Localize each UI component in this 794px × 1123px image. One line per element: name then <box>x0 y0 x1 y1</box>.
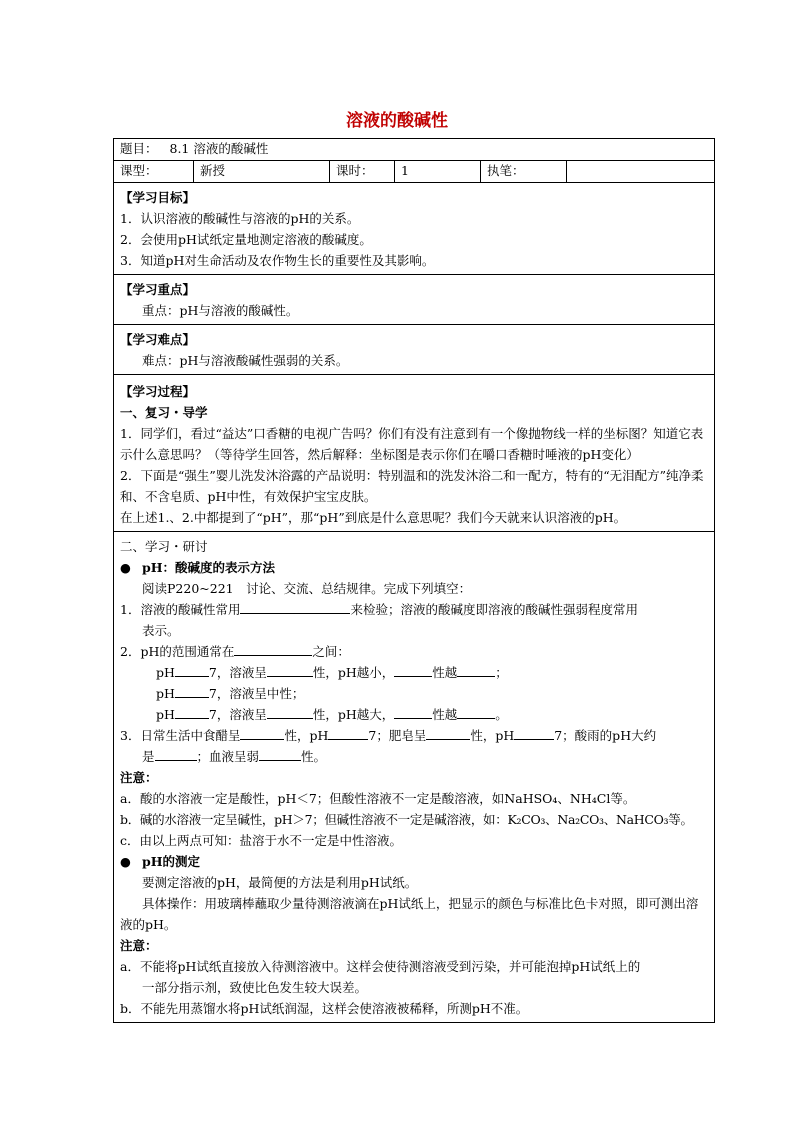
study-section <box>114 532 714 1022</box>
answer-blank[interactable] <box>394 662 432 677</box>
answer-blank[interactable] <box>457 662 495 677</box>
ph-basic-line: pH 7，溶液呈 性，pH越大， 性越 。 <box>120 704 708 725</box>
process-heading: 【学习过程】 <box>120 384 196 399</box>
review-paragraph: 2．下面是“强生”婴儿洗发沐浴露的产品说明：特别温和的洗发沐浴二和一配方，特有的“无泪配方”纯净柔和、不含皂质、pH中性，有效保护宝宝皮肤。 <box>120 468 704 504</box>
note-2a: a．不能将pH试纸直接放入待测溶液中。这样会使待测溶液受到污染，并可能泡掉pH试纸上的 <box>120 959 641 974</box>
note-2b: b．不能先用蒸馏水将pH试纸润湿，这样会使溶液被稀释，所测pH不准。 <box>120 1001 529 1016</box>
key-heading: 【学习重点】 <box>120 282 196 297</box>
topic-row <box>114 139 714 161</box>
document-title: 溶液的酸碱性 <box>346 111 448 131</box>
ph-definition-title: pH：酸碱度的表示方法 <box>142 560 276 575</box>
question-2: 2．pH的范围通常在 之间： <box>120 641 708 662</box>
answer-blank[interactable] <box>175 704 209 719</box>
note-b: b．碱的水溶液一定呈碱性，pH＞7；但碱性溶液不一定是碱溶液，如：K₂CO₃、Na₂CO₃、NaHCO₃等。 <box>120 812 693 827</box>
answer-blank[interactable] <box>175 662 209 677</box>
answer-blank[interactable] <box>426 725 470 740</box>
review-paragraph: 在上述1.、2.中都提到了“pH”，那“pH”到底是什么意思呢？我们今天就来认识溶液的pH。 <box>120 510 627 525</box>
question-1: 1．溶液的酸碱性常用 来检验；溶液的酸碱度即溶液的酸碱性强弱程度常用 <box>120 599 708 620</box>
answer-blank[interactable] <box>259 746 301 761</box>
type-value: 新授 <box>194 161 330 182</box>
study-heading: 二、学习・研讨 <box>120 539 208 554</box>
note-c: c．由以上两点可知：盐溶于水不一定是中性溶液。 <box>120 833 403 848</box>
answer-blank[interactable] <box>234 641 312 656</box>
answer-blank[interactable] <box>175 683 209 698</box>
topic-label: 题目： <box>120 141 158 156</box>
goal-item: 1．认识溶液的酸碱性与溶液的pH的关系。 <box>120 211 360 226</box>
type-label: 课型： <box>114 161 194 182</box>
question-3: 3．日常生活中食醋呈 性，pH 7；肥皂呈 性，pH 7；酸雨的pH大约 <box>120 725 708 746</box>
answer-blank[interactable] <box>514 725 554 740</box>
review-heading: 一、复习・导学 <box>120 405 208 420</box>
note-heading-2: 注意： <box>120 938 158 953</box>
bullet-icon: ● <box>120 854 131 869</box>
difficult-section <box>114 325 714 375</box>
answer-blank[interactable] <box>267 662 313 677</box>
question-3-tail: 是 ；血液呈弱 性。 <box>120 746 708 767</box>
goal-item: 2．会使用pH试纸定量地测定溶液的酸碱度。 <box>120 232 372 247</box>
key-section <box>114 275 714 325</box>
difficult-heading: 【学习难点】 <box>120 332 196 347</box>
hours-value: 1 <box>395 161 481 182</box>
note-a: a．酸的水溶液一定是酸性，pH＜7；但酸性溶液不一定是酸溶液，如NaHSO₄、NH₄Cl等。 <box>120 791 636 806</box>
author-label: 执笔： <box>481 161 567 182</box>
note-2a-cont: 一部分指示剂，致使比色发生较大误差。 <box>142 980 368 995</box>
goals-section <box>114 183 714 275</box>
topic-value: 8.1 溶液的酸碱性 <box>169 141 269 156</box>
note-heading: 注意： <box>120 770 158 785</box>
question-1-tail: 表示。 <box>142 623 180 638</box>
author-value <box>567 161 714 182</box>
process-section <box>114 375 714 532</box>
measure-procedure: 具体操作：用玻璃棒蘸取少量待测溶液滴在pH试纸上，把显示的颜色与标准比色卡对照，即可测出溶液的pH。 <box>120 896 699 932</box>
difficult-text: 难点：pH与溶液酸碱性强弱的关系。 <box>142 353 349 368</box>
answer-blank[interactable] <box>328 725 368 740</box>
ph-acidic-line: pH 7，溶液呈 性，pH越小， 性越 ； <box>120 662 708 683</box>
answer-blank[interactable] <box>240 599 350 614</box>
hours-label: 课时： <box>330 161 395 182</box>
ph-measure-title: pH的测定 <box>142 854 201 869</box>
review-paragraph: 1．同学们，看过“益达”口香糖的电视广告吗？你们有没有注意到有一个像抛物线一样的坐标图？知道它表示什么意思吗？（等待学生回答，然后解释：坐标图是表示你们在嚼口香糖时唾液的pH变化） <box>120 426 704 462</box>
measure-text: 要测定溶液的pH，最简便的方法是利用pH试纸。 <box>142 875 418 890</box>
ph-neutral-line: pH 7，溶液呈中性； <box>120 683 708 704</box>
reading-instruction: 阅读P220~221 讨论、交流、总结规律。完成下列填空： <box>142 581 472 596</box>
bullet-icon: ● <box>120 560 131 575</box>
answer-blank[interactable] <box>394 704 432 719</box>
answer-blank[interactable] <box>267 704 313 719</box>
goal-item: 3．知道pH对生命活动及农作物生长的重要性及其影响。 <box>120 253 435 268</box>
answer-blank[interactable] <box>457 704 495 719</box>
answer-blank[interactable] <box>155 746 197 761</box>
lesson-table <box>113 138 715 1023</box>
key-text: 重点：pH与溶液的酸碱性。 <box>142 303 299 318</box>
answer-blank[interactable] <box>240 725 284 740</box>
meta-row <box>114 161 714 183</box>
goals-heading: 【学习目标】 <box>120 190 196 205</box>
